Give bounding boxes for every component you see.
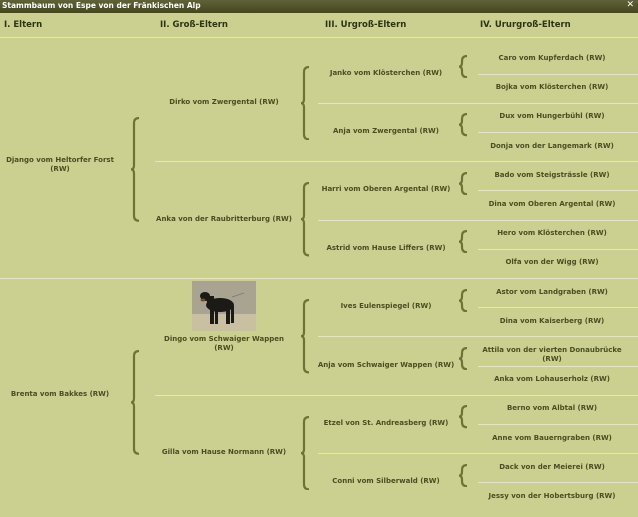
row-line-gen4 — [478, 482, 638, 483]
row-line-gen4 — [478, 161, 638, 162]
ancestor-gen2-4[interactable]: Gilla vom Hause Normann (RW) — [161, 448, 287, 457]
ancestor-gen4-13[interactable]: Berno vom Albtal (RW) — [506, 404, 598, 413]
ancestor-gen4-10[interactable]: Dina vom Kaiserberg (RW) — [499, 316, 605, 325]
row-line-gen4 — [478, 278, 638, 279]
row-line-gen3 — [318, 161, 478, 162]
row-line-gen3 — [318, 278, 478, 279]
ancestor-gen2-3[interactable]: Dingo vom Schwaiger Wappen (RW) — [164, 335, 284, 353]
bracket-gen2-1 — [300, 66, 312, 140]
ancestor-gen4-14[interactable]: Anne vom Bauerngraben (RW) — [492, 433, 612, 442]
row-line-gen1 — [0, 278, 155, 279]
bracket-gen3-2 — [458, 113, 470, 136]
row-line-gen4 — [478, 249, 638, 250]
bracket-gen2-4 — [300, 416, 312, 490]
ancestor-gen4-9[interactable]: Astor vom Landgraben (RW) — [496, 287, 608, 296]
ancestor-gen3-3[interactable]: Harri vom Oberen Argental (RW) — [321, 185, 451, 194]
row-line-gen4 — [478, 366, 638, 367]
row-line-gen4 — [478, 395, 638, 396]
row-line-gen3 — [318, 395, 478, 396]
ancestor-gen4-7[interactable]: Hero vom Klösterchen (RW) — [497, 229, 607, 238]
parent-2[interactable]: Brenta vom Bakkes (RW) — [10, 389, 110, 398]
ancestor-gen3-4[interactable]: Astrid vom Hause Liffers (RW) — [326, 243, 446, 252]
bracket-gen3-7 — [458, 405, 470, 428]
bracket-gen1-2 — [130, 350, 142, 455]
row-line-gen3 — [318, 336, 478, 337]
ancestor-gen4-2[interactable]: Bojka vom Klösterchen (RW) — [495, 83, 609, 92]
ancestor-gen4-4[interactable]: Donja von der Langemark (RW) — [490, 141, 614, 150]
bracket-gen3-5 — [458, 289, 470, 312]
row-line-gen4 — [478, 424, 638, 425]
row-line-gen2 — [155, 278, 318, 279]
row-line-gen3 — [318, 220, 478, 221]
row-line-gen4 — [478, 74, 638, 75]
row-line-gen4 — [478, 190, 638, 191]
bracket-gen3-6 — [458, 347, 470, 370]
ancestor-gen3-7[interactable]: Etzel von St. Andreasberg (RW) — [323, 419, 449, 427]
pedigree-panel — [0, 13, 638, 517]
close-icon[interactable]: ✕ — [626, 0, 634, 10]
row-line-gen2 — [155, 161, 318, 162]
bracket-gen3-8 — [458, 464, 470, 487]
bracket-gen1-1 — [130, 117, 142, 222]
ancestor-gen3-2[interactable]: Anja vom Zwergental (RW) — [333, 127, 439, 135]
ancestor-gen4-6[interactable]: Dina vom Oberen Argental (RW) — [488, 200, 616, 208]
ancestor-gen4-1[interactable]: Caro vom Kupferdach (RW) — [498, 54, 606, 62]
bracket-gen2-2 — [300, 182, 312, 256]
header-divider — [0, 37, 638, 38]
bracket-gen3-4 — [458, 230, 470, 253]
row-line-gen3 — [318, 103, 478, 104]
row-line-gen4 — [478, 453, 638, 454]
ancestor-gen4-16[interactable]: Jessy von der Hobertsburg (RW) — [488, 492, 616, 500]
ancestor-gen4-15[interactable]: Dack von der Meierei (RW) — [499, 462, 605, 471]
bracket-gen3-1 — [458, 55, 470, 78]
parent-1[interactable]: Django vom Heltorfer Forst (RW) — [6, 156, 114, 174]
row-line-gen4 — [478, 132, 638, 133]
column-header-2: II. Groß-Eltern — [160, 20, 228, 30]
ancestor-gen4-5[interactable]: Bado vom Steigsträssle (RW) — [494, 170, 610, 179]
ancestor-gen4-11[interactable]: Attila von der vierten Donaubrücke (RW) — [482, 346, 622, 363]
window-titlebar — [0, 0, 638, 13]
row-line-gen3 — [318, 453, 478, 454]
bracket-gen3-3 — [458, 172, 470, 195]
ancestor-gen2-1[interactable]: Dirko vom Zwergental (RW) — [169, 97, 279, 106]
row-line-gen4 — [478, 336, 638, 337]
row-line-gen2 — [155, 395, 318, 396]
ancestor-gen4-12[interactable]: Anka vom Lohauserholz (RW) — [494, 375, 610, 384]
ancestor-gen4-3[interactable]: Dux vom Hungerbühl (RW) — [499, 112, 605, 121]
ancestor-gen2-2[interactable]: Anka von der Raubritterburg (RW) — [156, 214, 292, 223]
column-header-1: I. Eltern — [4, 20, 43, 30]
bracket-gen2-3 — [300, 299, 312, 373]
ancestor-gen3-6[interactable]: Anja vom Schwaiger Wappen (RW) — [317, 360, 455, 369]
column-header-4: IV. Ururgroß-Eltern — [480, 20, 571, 30]
row-line-gen4 — [478, 103, 638, 104]
row-line-gen4 — [478, 307, 638, 308]
window-title: Stammbaum von Espe von der Fränkischen Alp — [2, 1, 201, 10]
column-header-3: III. Urgroß-Eltern — [325, 20, 407, 30]
dog-photo — [192, 281, 256, 331]
row-line-gen4 — [478, 220, 638, 221]
ancestor-gen3-8[interactable]: Conni vom Silberwald (RW) — [332, 477, 440, 486]
ancestor-gen4-8[interactable]: Olfa von der Wigg (RW) — [505, 258, 599, 267]
ancestor-gen3-5[interactable]: Ives Eulenspiegel (RW) — [340, 302, 432, 311]
ancestor-gen3-1[interactable]: Janko vom Klösterchen (RW) — [329, 68, 443, 77]
